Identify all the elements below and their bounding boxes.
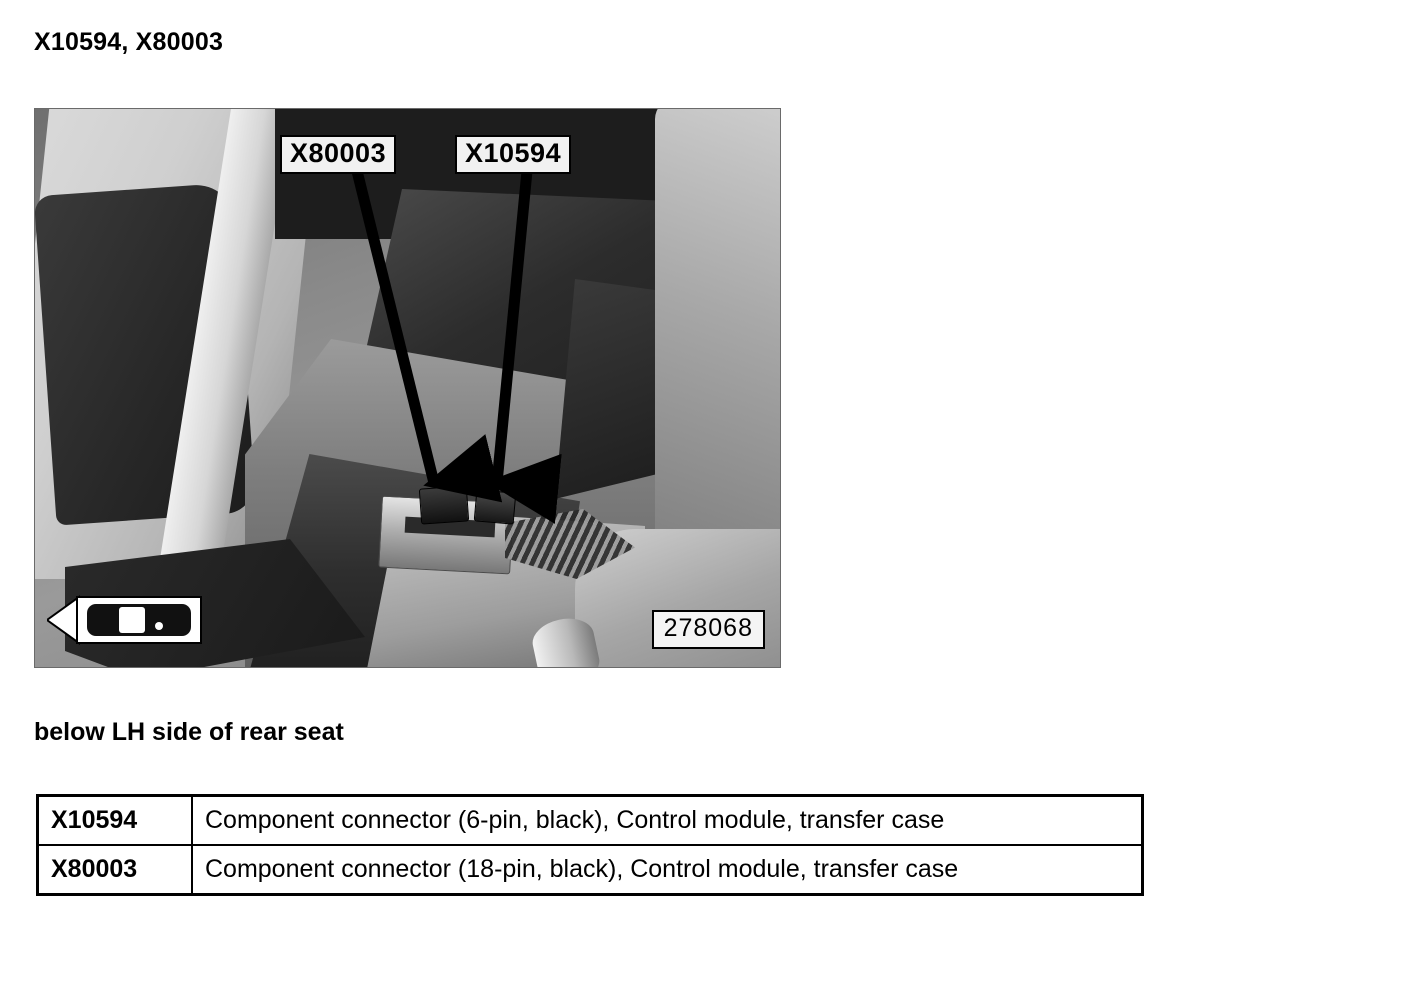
table-row xyxy=(38,796,1143,846)
connector-table xyxy=(36,794,1144,896)
photo-caption: below LH side of rear seat xyxy=(34,718,344,746)
callout-label-x80003: X80003 xyxy=(280,135,396,174)
photo-right-seat xyxy=(655,108,781,579)
connector-description: Component connector (18-pin, black), Control module, transfer case xyxy=(192,845,1143,895)
connector-code: X10594 xyxy=(38,796,193,846)
vehicle-location-icon xyxy=(47,591,202,649)
callout-label-x10594: X10594 xyxy=(455,135,571,174)
connector-code: X80003 xyxy=(38,845,193,895)
component-location-photo xyxy=(34,108,781,668)
connector-description: Component connector (6-pin, black), Control module, transfer case xyxy=(192,796,1143,846)
photo-reference-number: 278068 xyxy=(652,610,765,649)
photo-connector-x10594 xyxy=(474,489,517,524)
page-title: X10594, X80003 xyxy=(34,28,224,56)
table-row xyxy=(38,845,1143,895)
photo-connector-x80003 xyxy=(419,485,469,524)
